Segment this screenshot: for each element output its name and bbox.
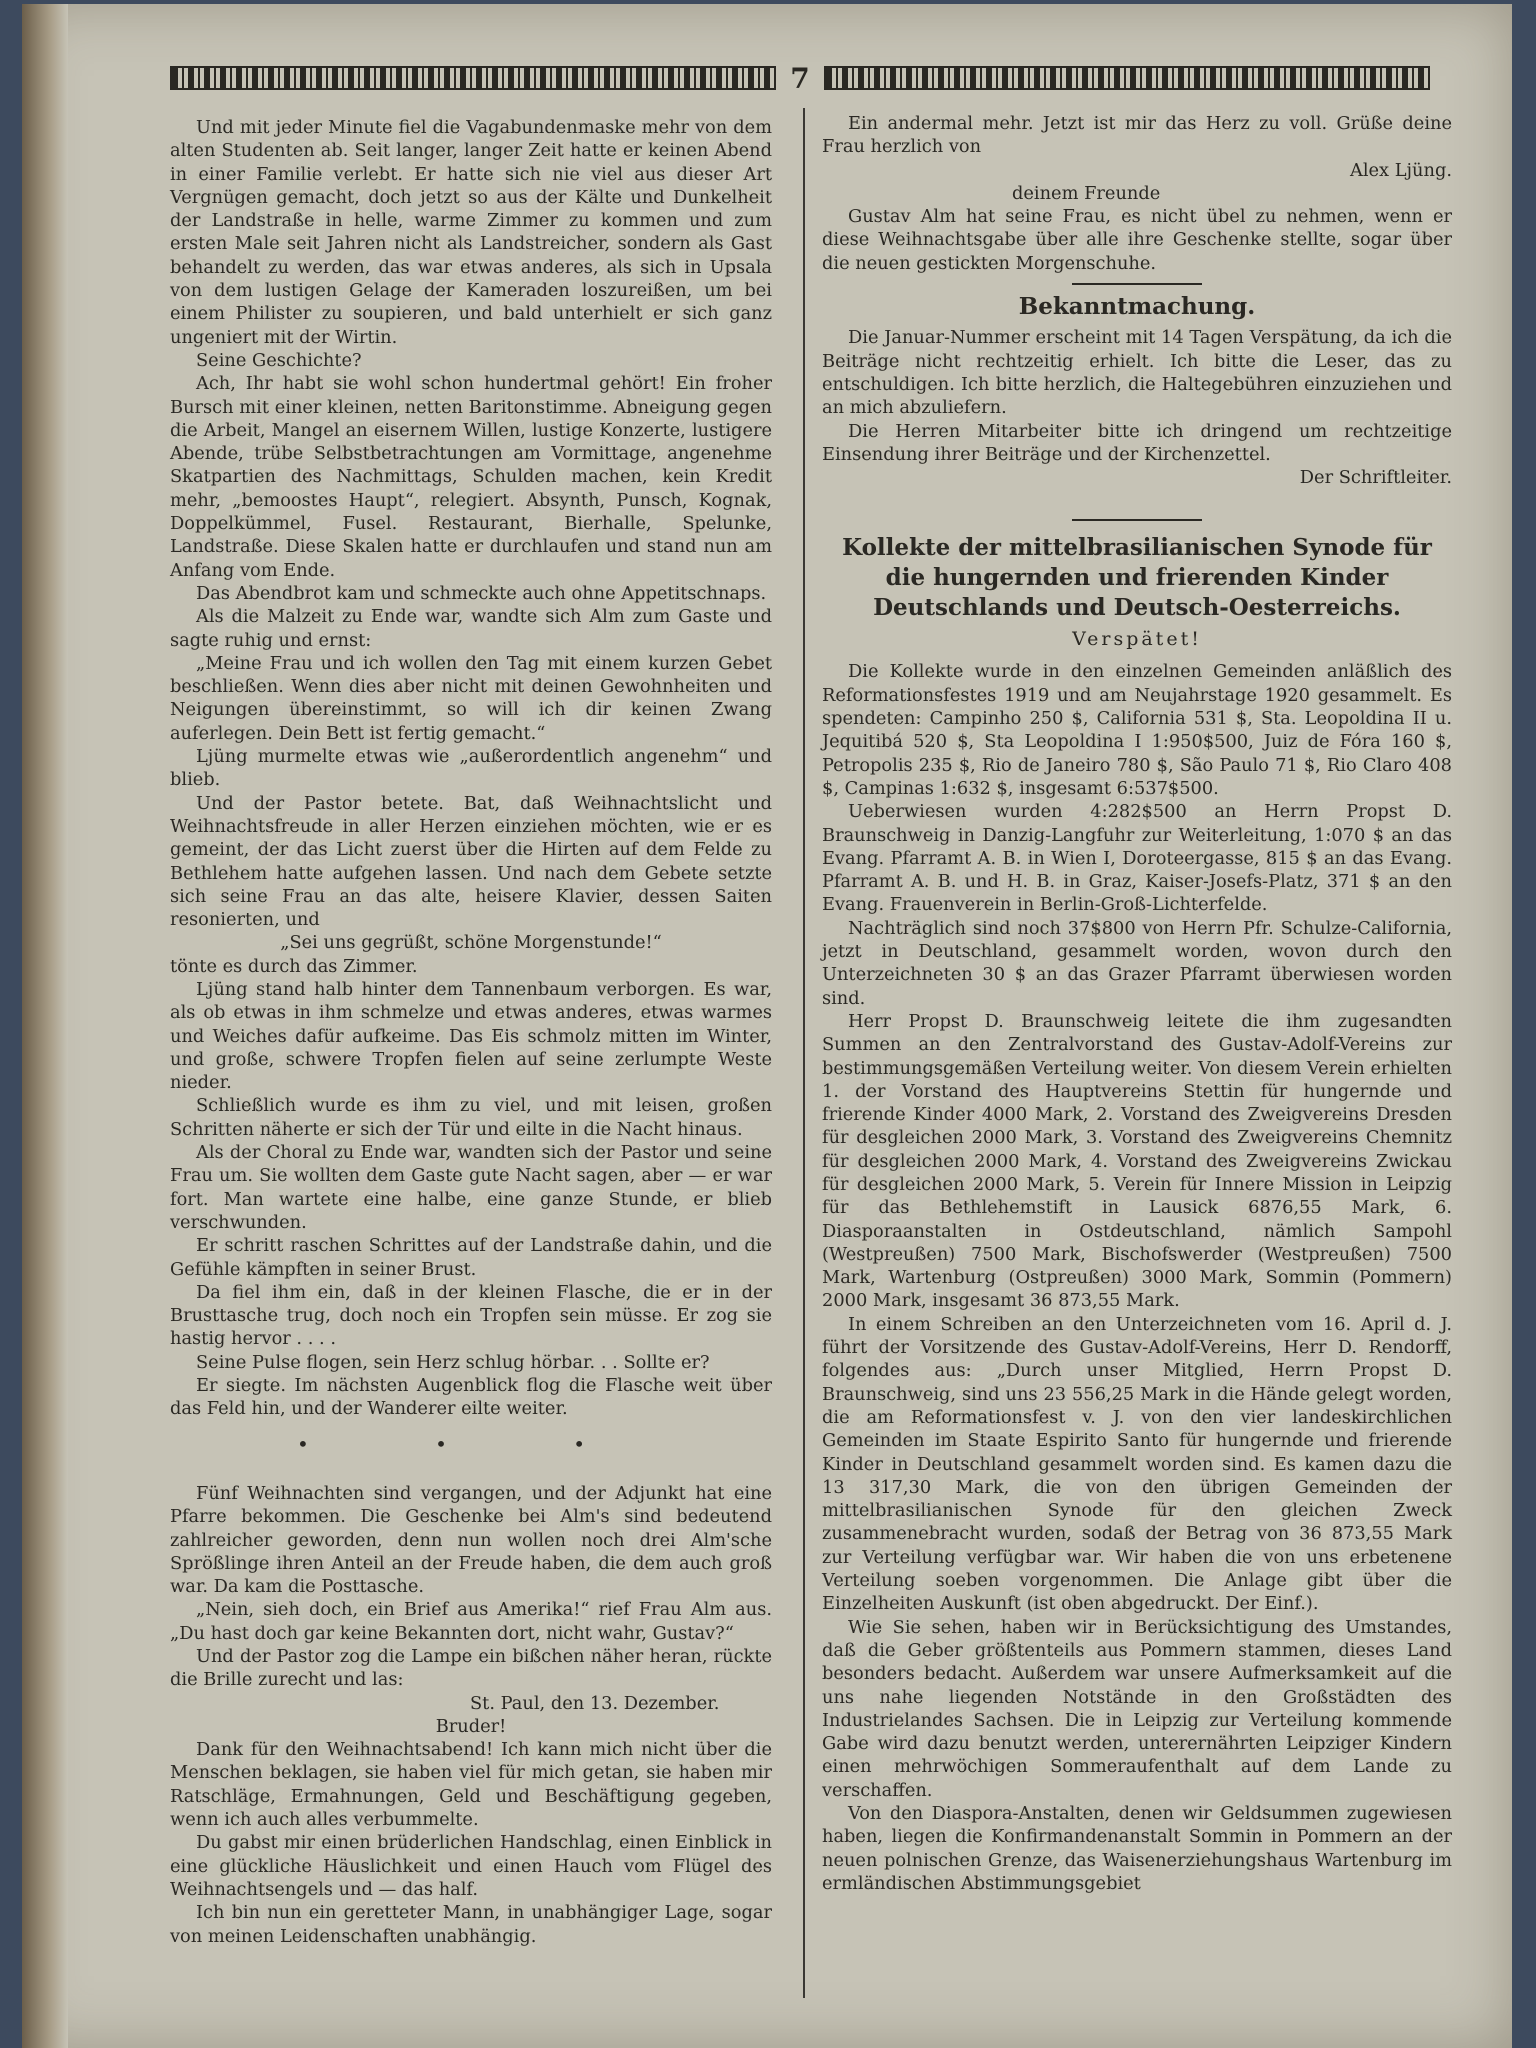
newspaper-page xyxy=(22,4,1512,2048)
paragraph: Die Januar-Nummer erscheint mit 14 Tagen Verspätung, da ich die Beiträge nicht rechtzeitig erhielt. Ich bitte die Leser, das zu entschuldigen. Ich bitte herzlich, die Haltegebühren einzuziehen und an mich abzuliefern. xyxy=(822,327,1452,419)
paragraph: In einem Schreiben an den Unterzeichneten vom 16. April d. J. führt der Vorsitzende des Gustav-Adolf-Vereins, Herr D. Rendorff, folgendes aus: „Durch unser Mitglied, Herrn Propst D. Braunschweig, sind uns 23 556,25 Mark in die Hände gelegt worden, die am Reformationsfest v. J. von den vier landeskirchlichen Gemeinden im Staate Espirito Santo für hungernde und frierende Kinder in Deutschland gesammelt worden sind. Es kamen dazu die 13 317,30 Mark, die von den übrigen Gemeinden der mittelbrasilianischen Synode für den gleichen Zweck zusammenebracht wurden, sodaß der Betrag von 36 873,55 Mark zur Verteilung verfügbar war. Wir haben die von uns erbetenene Verteilung soeben vorgenommen. Die Anlage gibt über die Einzelheiten Auskunft (ist oben abgedruckt. Der Einf.). xyxy=(822,1313,1452,1615)
page-number: 7 xyxy=(790,61,810,95)
notice-heading: Bekanntmachung. xyxy=(1018,293,1256,321)
paragraph: Er siegte. Im nächsten Augenblick flog die Flasche weit über das Feld hin, und der Wanderer eilte weiter. xyxy=(170,1375,772,1420)
paragraph: „Meine Frau und ich wollen den Tag mit einem kurzen Gebet beschließen. Wenn dies aber nicht mit deinen Gewohnheiten und Neigungen übereinstimmt, so will ich dir keinen Zwang auferlegen. Dein Bett ist fertig gemacht.“ xyxy=(170,652,772,744)
right-column xyxy=(822,112,1452,1895)
paragraph: Und der Pastor betete. Bat, daß Weihnachtslicht und Weihnachtsfreude in aller Herzen einziehen möchten, wie er es gemeint, der das Licht zuerst über die Hirten auf dem Felde zu Bethlehem hatte aufgehen lassen. Und nach dem Gebete setzte sich seine Frau an das alte, heisere Klavier, dessen Saiten resonierten, und xyxy=(170,792,772,931)
paragraph: Er schritt raschen Schrittes auf der Landstraße dahin, und die Gefühle kämpften in seiner Brust. xyxy=(170,1235,772,1280)
paragraph: Herr Propst D. Braunschweig leitete die ihm zugesandten Summen an den Zentralvorstand des Gustav-Adolf-Vereins zur bestimmungsgemäßen Verteilung weiter. Von diesem Verein erhielten 1. der Vorstand des Hauptvereins Stettin für hungernde und frierende Kinder 4000 Mark, 2. Vorstand des Zweigvereins Dresden für desgleichen 2000 Mark, 3. Vorstand des Zweigvereins Chemnitz für desgleichen 2000 Mark, 4. Vorstand des Zweigvereins Zwickau für desgleichen 2000 Mark, 5. Verein für Innere Mission in Leipzig für das Bethlehemstift in Lausick 6876,55 Mark, 6. Diasporaanstalten in Ostdeutschland, nämlich Sampohl (Westpreußen) 7500 Mark, Bischofswerder (Westpreußen) 7500 Mark, Wartenburg (Ostpreußen) 3000 Mark, Sommin (Pommern) 2000 Mark, insgesamt 36 873,55 Mark. xyxy=(822,1010,1452,1312)
paragraph: Da fiel ihm ein, daß in der kleinen Flasche, die er in der Brusttasche trug, doch noch ein Tropfen sein müsse. Er zog sie hastig hervor . . . . xyxy=(170,1281,772,1350)
paragraph: Du gabst mir einen brüderlichen Handschlag, einen Einblick in eine glückliche Häuslichkeit und einen Hauch vom Flügel des Weihnachtsengels und — das half. xyxy=(170,1832,772,1900)
letter-dateline: St. Paul, den 13. Dezember. xyxy=(470,1692,720,1714)
paragraph: Wie Sie sehen, haben wir in Berücksichtigung des Umstandes, daß die Geber größtenteils aus Pommern stammen, dieses Land besonders bedacht. Außerdem war unsere Aufmerksamkeit auf die uns nahe liegenden Notstände in den Großstädten des Industrielandes Sachsen. Die in Leipzig zur Verteilung kommende Gabe wird dazu benutzt werden, unterernährten Leipziger Kindern einen mehrwöchigen Sommeraufenthalt auf dem Lande zu verschaffen. xyxy=(822,1616,1452,1801)
header-ornament-left xyxy=(170,66,776,90)
paragraph: Als der Choral zu Ende war, wandten sich der Pastor und seine Frau um. Sie wollten dem Gaste gute Nacht sagen, aber — er war fort. Man wartete eine halbe, eine ganze Stunde, er blieb verschwunden. xyxy=(170,1142,772,1233)
paragraph: Fünf Weihnachten sind vergangen, und der Adjunkt hat eine Pfarre bekommen. Die Geschenke bei Alm's sind bedeutend zahlreicher geworden, denn nun wollen noch drei Alm'sche Sprößlinge ihren Anteil an der Freude haben, die dem auch groß war. Da kam die Posttasche. xyxy=(170,1482,772,1598)
paragraph: Ach, Ihr habt sie wohl schon hundertmal gehört! Ein froher Bursch mit einer kleinen, netten Baritonstimme. Abneigung gegen die Arbeit, Mangel an eisernem Willen, lustige Konzerte, lustigere Abende, trübe Selbstbetrachtungen am Vormittage, angenehme Skatpartien des Nachmittags, Schulden machen, kein Kredit mehr, „bemoostes Haupt“, relegiert. Absynth, Punsch, Kognak, Doppelkümmel, Fusel. Restaurant, Bierhalle, Spelunke, Landstraße. Diese Skalen hatte er durchlaufen und stand nun am Anfang vom Ende. xyxy=(170,373,772,581)
late-label: Verspätet! xyxy=(1072,628,1202,651)
paragraph: Ljüng murmelte etwas wie „außerordentlich angenehm“ und blieb. xyxy=(170,746,772,791)
letter-signature: Alex Ljüng. xyxy=(1350,159,1452,181)
paragraph: Die Herren Mitarbeiter bitte ich dringend um rechtzeitige Einsendung ihrer Beiträge und der Kirchenzettel. xyxy=(822,420,1452,465)
left-column xyxy=(170,116,772,1948)
column-divider xyxy=(803,108,805,1998)
collection-heading xyxy=(822,533,1452,654)
paragraph: Die Kollekte wurde in den einzelnen Gemeinden anläßlich des Reformationsfestes 1919 und am Neujahrstage 1920 gesammelt. Es spendeten: Campinho 250 $, California 531 $, Sta. Leopoldina II u. Jequitibá 520 $, Sta Leopoldina I 1:950$500, Juiz de Fóra 160 $, Petropolis 235 $, Rio de Janeiro 780 $, São Paulo 71 $, Rio Claro 408 $, Campinas 1:632 $, insgesamt 6:537$500. xyxy=(822,661,1452,799)
letter-closing: deinem Freunde xyxy=(1012,182,1161,204)
paragraph: Dank für den Weihnachtsabend! Ich kann mich nicht über die Menschen beklagen, sie haben viel für mich getan, sie haben mir Ratschläge, Ermahnungen, Geld und Beschäftigung gegeben, wenn ich auch alles verbummelte. xyxy=(170,1739,772,1831)
hymn-line: „Sei uns gegrüßt, schöne Morgenstunde!“ xyxy=(280,932,662,954)
paragraph: Nachträglich sind noch 37$800 von Herrn Pfr. Schulze-California, jetzt in Deutschland, gesammelt worden, wovon durch den Unterzeichneten 30 $ an das Grazer Pfarramt überwiesen worden sind. xyxy=(822,917,1452,1009)
paragraph: Ljüng stand halb hinter dem Tannenbaum verborgen. Es war, als ob etwas in ihm schmelze und etwas anderes, etwas warmes und Weiches dafür aufkeime. Das Eis schmolz mitten im Winter, und große, schwere Tropfen fielen auf seine zerlumpte Weste nieder. xyxy=(170,978,772,1094)
paragraph: Von den Diaspora-Anstalten, denen wir Geldsummen zugewiesen haben, liegen die Konfirmandenanstalt Sommin in Pommern an der neuen polnischen Grenze, das Waisenerziehungshaus Wartenburg im ermländischen Abstimmungsgebiet xyxy=(822,1803,1452,1894)
page-spine-shadow xyxy=(22,4,68,2048)
section-rule xyxy=(1072,519,1202,521)
paragraph: Seine Pulse flogen, sein Herz schlug hörbar. . . Sollte er? xyxy=(196,1351,710,1373)
paragraph: Ein andermal mehr. Jetzt ist mir das Herz zu voll. Grüße deine Frau herzlich von xyxy=(822,113,1452,158)
letter-salutation: Bruder! xyxy=(435,1715,507,1737)
paragraph: „Nein, sieh doch, ein Brief aus Amerika!“ rief Frau Alm aus. „Du hast doch gar keine Bekannten dort, nicht wahr, Gustav?“ xyxy=(170,1599,772,1644)
paragraph: Gustav Alm hat seine Frau, es nicht übel zu nehmen, wenn er diese Weihnachtsgabe über alle ihre Geschenke stellte, sogar über die neuen gestickten Morgenschuhe. xyxy=(822,206,1452,274)
page-header xyxy=(170,60,1430,96)
paragraph: tönte es durch das Zimmer. xyxy=(170,955,418,977)
paragraph: Schließlich wurde es ihm zu viel, und mit leisen, großen Schritten näherte er sich der Tür und eilte in die Nacht hinaus. xyxy=(170,1095,772,1140)
paragraph: Und der Pastor zog die Lampe ein bißchen näher heran, rückte die Brille zurecht und las: xyxy=(170,1646,772,1691)
section-rule xyxy=(1072,283,1202,285)
paragraph: Seine Geschichte? xyxy=(196,349,362,371)
paragraph: Ueberwiesen wurden 4:282$500 an Herrn Propst D. Braunschweig in Danzig-Langfuhr zur Weiterleitung, 1:070 $ an das Evang. Pfarramt A. B. in Wien I, Doroteergasse, 815 $ an das Evang. Pfarramt A. B. und H. B. in Graz, Kaiser-Josefs-Platz, 371 $ an den Evang. Frauenverein in Berlin-Groß-Lichterfelde. xyxy=(822,801,1452,916)
collection-heading-text: Kollekte der mittelbrasilianischen Synode für die hungernden und frierenden Kinder Deutschlands und Deutsch-Oesterreichs. xyxy=(842,534,1432,622)
header-ornament-right xyxy=(824,66,1430,90)
paragraph: Als die Malzeit zu Ende war, wandte sich Alm zum Gaste und sagte ruhig und ernst: xyxy=(170,606,772,651)
paragraph: Und mit jeder Minute fiel die Vagabundenmaske mehr von dem alten Studenten ab. Seit langer, langer Zeit hatte er keinen Abend in einer Familie verlebt. Er hatte sich nie viel aus dieser Art Vergnügen gemacht, doch jetzt so aus der Kälte und Dunkelheit der Landstraße in helle, warme Zimmer zu kommen und zum ersten Male seit Jahren nicht als Landstreicher, sondern als Gast behandelt zu werden, das war etwas anderes, als sich in Upsala von dem lustigen Gelage der Kameraden loszureißen, um bei einem Philister zu soupieren, und bald unterhielt er sich ganz ungeniert mit der Wirtin. xyxy=(170,117,772,348)
paragraph: Das Abendbrot kam und schmeckte auch ohne Appetitschnaps. xyxy=(196,582,767,604)
paragraph: Ich bin nun ein geretteter Mann, in unabhängiger Lage, sogar von meinen Leidenschaften unabhängig. xyxy=(170,1902,772,1947)
notice-signature: Der Schriftleiter. xyxy=(1299,467,1452,489)
spacer xyxy=(822,489,1452,511)
section-break-stars: • • • xyxy=(296,1431,646,1456)
